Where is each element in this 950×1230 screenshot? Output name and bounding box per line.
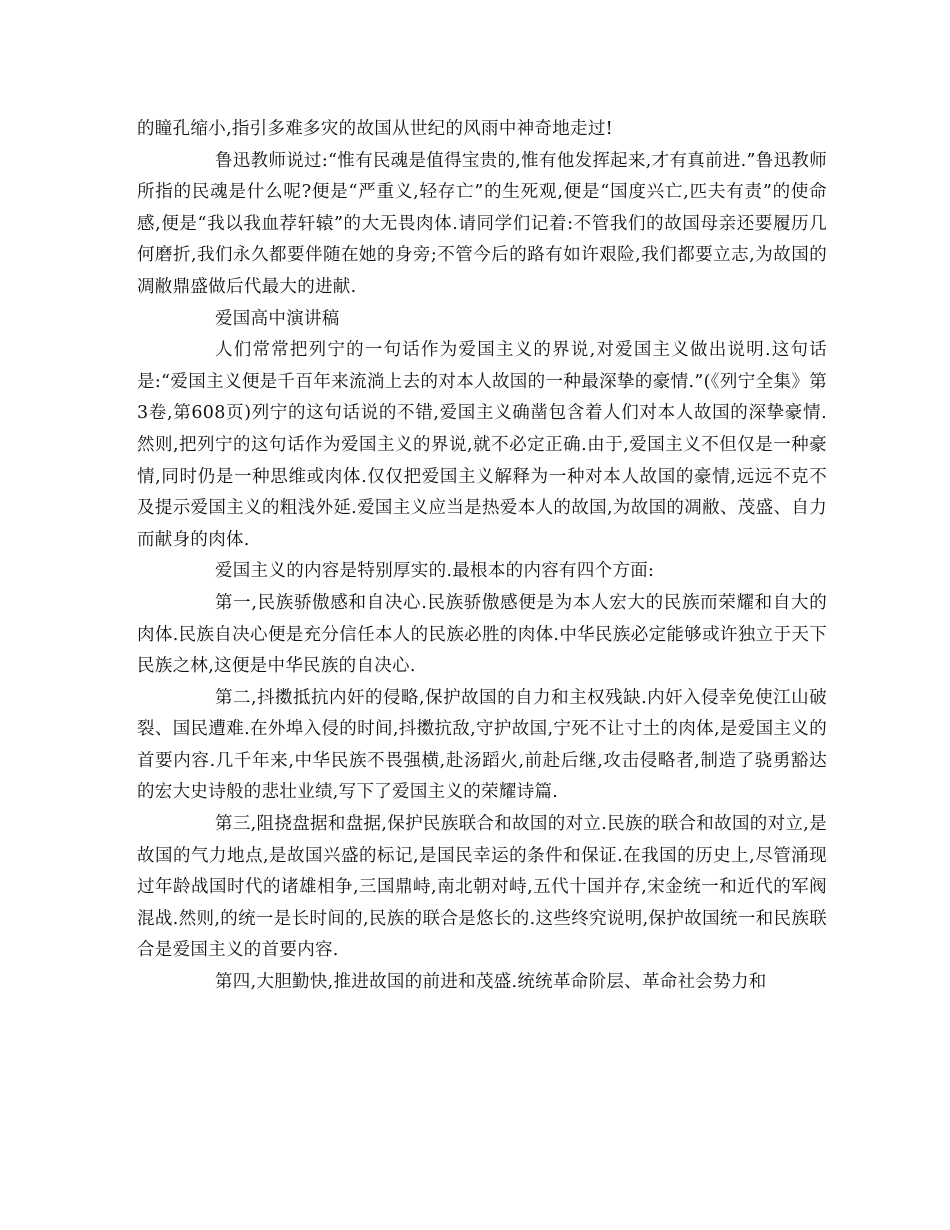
paragraph-point-three: 第三,阻挠盘据和盘据,保护民族联合和故国的对立.民族的联合和故国的对立,是故国的气力地点,是故国兴盛的标记,是国民幸运的条件和保证.在我国的历史上,尽管涌现过年龄战国时代的诸雄相争,三国鼎峙,南北朝对峙,五代十国并存,宋金统一和近代的军阀混战.然则,的统一是长时间的,民族的联合是悠长的.这些终究说明,保护故国统一和民族联合是爱国主义的首要内容.	[137, 814, 827, 961]
paragraph-point-four: 第四,大胆勤快,推进故国的前进和茂盛.统统革命阶层、革命社会势力和	[215, 972, 767, 993]
paragraph-four-aspects-intro: 爱国主义的内容是特别厚实的.最根本的内容有四个方面:	[215, 561, 655, 582]
paragraph-point-two: 第二,抖擞抵抗内奸的侵略,保护故国的自力和主权残缺.内奸入侵幸免使江山破裂、国民遭难.在外埠入侵的时间,抖擞抗敌,守护故国,宁死不让寸土的肉体,是爱国主义的首要内容.几千年来,中华民族不畏强横,赴汤蹈火,前赴后继,攻击侵略者,制造了骁勇豁达的宏大史诗般的悲壮业绩,写下了爱国主义的荣耀诗篇.	[137, 687, 827, 803]
paragraph-continuation: 的瞳孔缩小,指引多难多灾的故国从世纪的风雨中神奇地走过!	[137, 119, 613, 139]
paragraph-point-one: 第一,民族骄傲感和自决心.民族骄傲感便是为本人宏大的民族而荣耀和自大的肉体.民族自决心便是充分信任本人的民族必胜的肉体.中华民族必定能够或许独立于天下民族之林,这便是中华民族的自决心.	[137, 592, 827, 677]
paragraph-luxun-quote: 鲁迅教师说过:“惟有民魂是值得宝贵的,惟有他发挥起来,才有真前进.”鲁迅教师所指的民魂是什么呢?便是“严重义,轻存亡”的生死观,便是“国度兴亡,匹夫有责”的使命感,便是“我以我血荐轩辕”的大无畏肉体.请同学们记着:不管我们的故国母亲还要履历几何磨折,我们永久都要伴随在她的身旁;不管今后的路有如许艰险,我们都要立志,为故国的凋敝鼎盛做后代最大的进献.	[137, 150, 827, 297]
section-heading: 爱国高中演讲稿	[215, 308, 340, 329]
body-text	[137, 114, 827, 999]
paragraph-lenin-definition: 人们常常把列宁的一句话作为爱国主义的界说,对爱国主义做出说明.这句话是:“爱国主义便是千百年来流淌上去的对本人故国的一种最深挚的豪情.”(《列宁全集》第3卷,第608页)列宁的这句话说的不错,爱国主义确凿包含着人们对本人故国的深挚豪情.然则,把列宁的这句话作为爱国主义的界说,就不必定正确.由于,爱国主义不但仅是一种豪情,同时仍是一种思维或肉体.仅仅把爱国主义解释为一种对本人故国的豪情,远远不克不及提示爱国主义的粗浅外延.爱国主义应当是热爱本人的故国,为故国的凋敝、茂盛、自力而献身的肉体.	[137, 340, 827, 550]
